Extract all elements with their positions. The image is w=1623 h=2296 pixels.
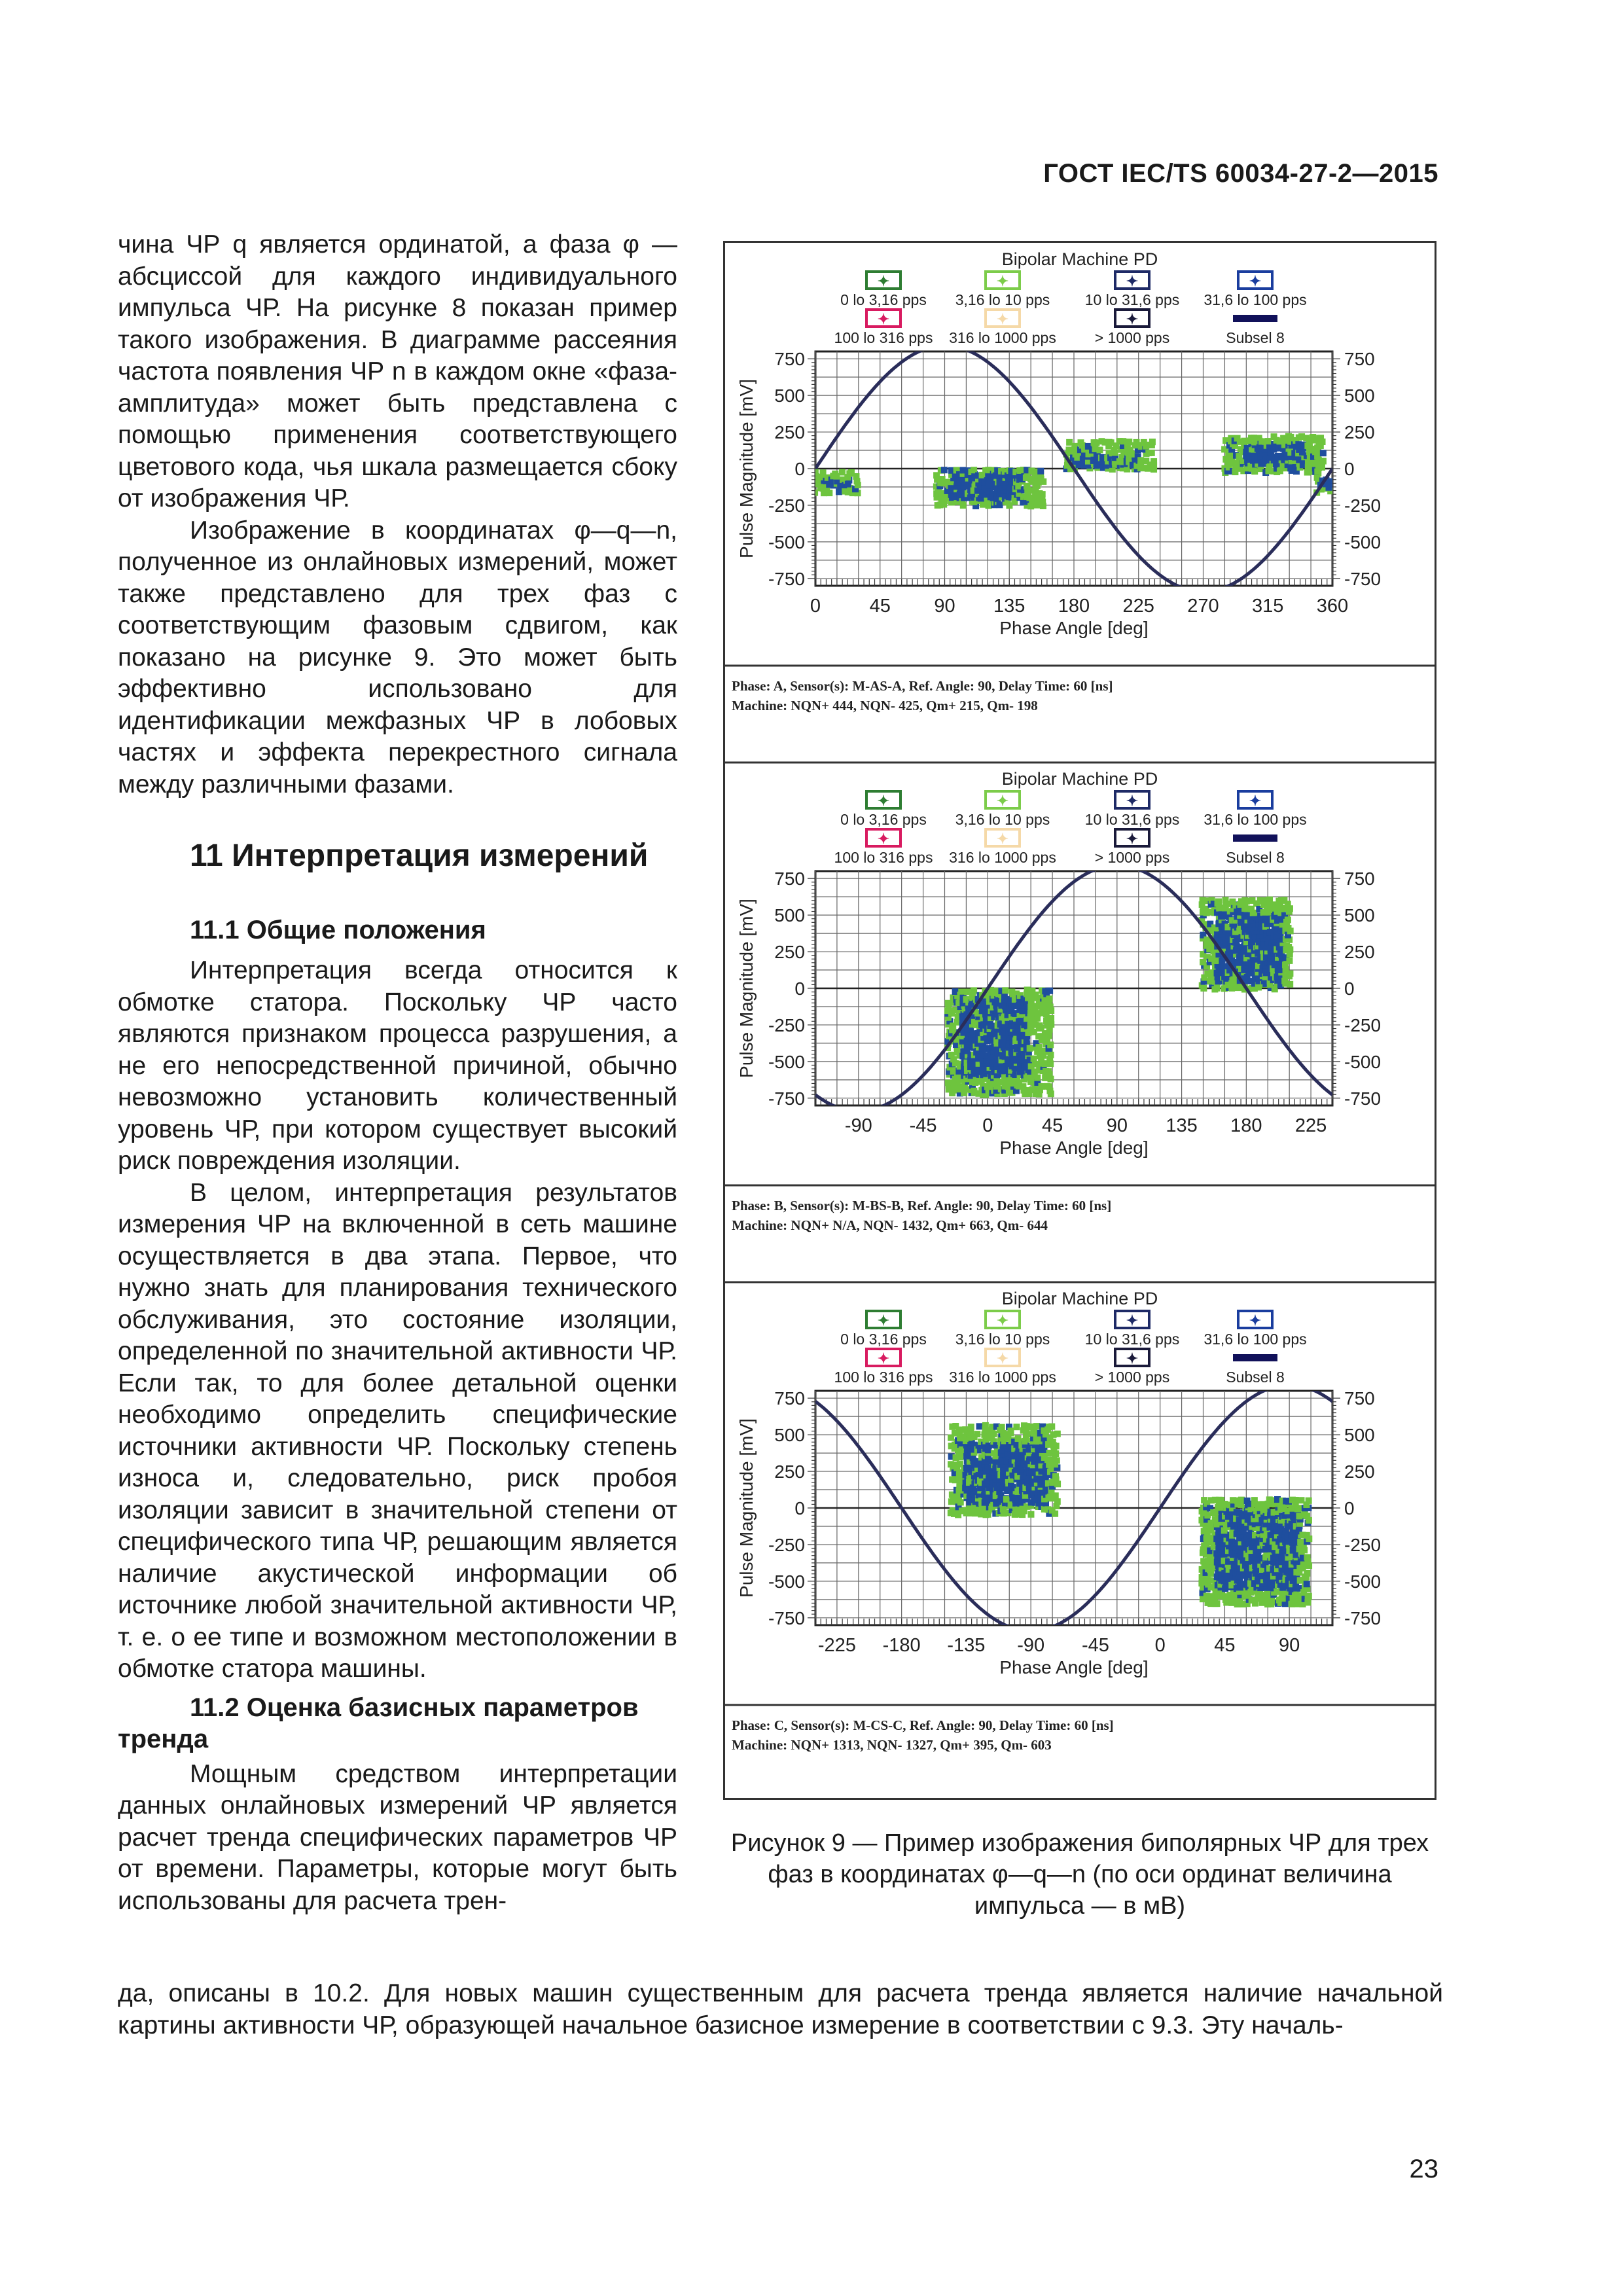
- legend-label: > 1000 pps: [1094, 1369, 1170, 1386]
- legend-label: 316 lo 1000 pps: [949, 849, 1056, 866]
- legend-marker-icon: ✦: [996, 273, 1009, 289]
- scatter-point: [1285, 944, 1292, 950]
- scatter-point: [1287, 981, 1293, 988]
- y-tick-label-right: 0: [1344, 1498, 1355, 1518]
- scatter-point: [1053, 1443, 1060, 1449]
- legend-label: Subsel 8: [1226, 1369, 1285, 1386]
- x-axis-label: Phase Angle [deg]: [999, 618, 1149, 638]
- x-axis-label: Phase Angle [deg]: [999, 1657, 1149, 1677]
- scatter-point: [1054, 1457, 1060, 1463]
- legend-label: 0 lo 3,16 pps: [840, 811, 927, 828]
- y-tick-label-right: 750: [1344, 869, 1375, 889]
- x-tick-label: 270: [1187, 596, 1219, 617]
- scatter-point: [971, 987, 977, 994]
- legend-label: 31,6 lo 100 pps: [1204, 1331, 1307, 1348]
- figure-caption: [723, 1827, 1436, 1922]
- scatter-point: [958, 989, 965, 996]
- x-tick-label: 225: [1122, 596, 1154, 617]
- scatter-point: [1286, 958, 1293, 964]
- caption-line-1: Рисунок 9 — Пример изображения биполярных ЧР для трех: [730, 1829, 1429, 1857]
- legend-marker-icon: ✦: [877, 311, 890, 327]
- left-text-column: [118, 229, 677, 1917]
- x-tick-label: -90: [1017, 1635, 1045, 1656]
- scatter-point: [1141, 439, 1147, 446]
- scatter-point: [945, 1079, 952, 1086]
- legend-label: 100 lo 316 pps: [834, 329, 933, 346]
- scatter-point: [1054, 1431, 1061, 1437]
- legend-marker-icon: ✦: [1126, 831, 1139, 847]
- scatter-point: [1052, 1511, 1058, 1517]
- x-tick-label: 0: [1154, 1635, 1166, 1656]
- scatter-point: [826, 490, 832, 496]
- scatter-point: [1320, 450, 1327, 456]
- full-width-text: [118, 1978, 1443, 2041]
- legend-marker-icon: ✦: [996, 311, 1009, 327]
- x-tick-label: 225: [1294, 1115, 1327, 1136]
- scatter-point: [974, 1431, 980, 1437]
- scatter-point: [963, 996, 970, 1003]
- document-header: ГОСТ IEC/TS 60034-27-2—2015: [1043, 159, 1438, 188]
- legend-marker-icon: ✦: [996, 831, 1009, 847]
- x-tick-label: -180: [882, 1635, 921, 1656]
- scatter-point: [1066, 439, 1073, 446]
- scatter-point: [1293, 1497, 1299, 1503]
- footer-line-2: Machine: NQN+ N/A, NQN- 1432, Qm+ 663, Qm- 644: [732, 1217, 1048, 1233]
- scatter-point: [1048, 1424, 1055, 1430]
- legend-label: 31,6 lo 100 pps: [1204, 291, 1307, 308]
- legend-label: 31,6 lo 100 pps: [1204, 811, 1307, 828]
- legend-label: 3,16 lo 10 pps: [955, 1331, 1050, 1348]
- scatter-point: [976, 1423, 983, 1429]
- x-tick-label: 45: [1041, 1115, 1063, 1136]
- scatter-point: [1052, 1492, 1059, 1499]
- legend-marker-icon: ✦: [996, 1312, 1009, 1329]
- scatter-point: [1317, 435, 1324, 441]
- caption-line-2: фаз в координатах φ—q—n (по оси ординат величина: [768, 1861, 1392, 1888]
- legend-label: 0 lo 3,16 pps: [840, 1331, 927, 1348]
- y-tick-label-left: 750: [774, 869, 805, 889]
- legend-swatch: [1233, 1354, 1277, 1361]
- scatter-point: [1046, 996, 1052, 1002]
- scatter-point: [997, 501, 1003, 508]
- y-tick-label-right: -250: [1344, 1534, 1382, 1555]
- legend-label: 10 lo 31,6 pps: [1084, 811, 1180, 828]
- scatter-point: [1304, 1570, 1310, 1577]
- y-tick-label-left: -250: [768, 495, 805, 516]
- scatter-point: [948, 1052, 955, 1058]
- scatter-point: [1002, 987, 1008, 994]
- scatter-point: [1046, 988, 1053, 994]
- scatter-point: [1304, 1532, 1310, 1539]
- scatter-point: [1097, 446, 1103, 453]
- legend-label: 3,16 lo 10 pps: [955, 811, 1050, 828]
- legend-marker-icon: ✦: [1126, 311, 1139, 327]
- scatter-point: [1048, 1015, 1054, 1022]
- scatter-point: [1206, 1577, 1213, 1584]
- x-tick-label: 45: [869, 596, 891, 617]
- scatter-point: [1303, 435, 1310, 441]
- scatter-point: [1215, 899, 1222, 905]
- y-tick-label-left: -500: [768, 1051, 805, 1072]
- y-tick-label-left: 250: [774, 422, 805, 443]
- scatter-point: [1046, 1083, 1052, 1090]
- y-tick-label-left: 500: [774, 905, 805, 926]
- x-tick-label: -135: [947, 1635, 986, 1656]
- subsection-11-2-title: 11.2 Оценка базисных параметров тренда: [118, 1693, 639, 1753]
- scatter-point: [1045, 1068, 1052, 1075]
- x-tick-label: 0: [982, 1115, 993, 1136]
- y-tick-label-right: 750: [1344, 349, 1375, 370]
- y-tick-label-right: -500: [1344, 1051, 1382, 1072]
- paragraph-1: чина ЧР q является ординатой, а фаза φ — абсциссой для каждого индивидуального импульса ЧР. На рисунке 8 показан пример такого изображения. В диаграмме рассеяния частота появления ЧР n в каждом окне «фаза-амплитуда» может быть представлена с помощью применения соответствующего цветового кода, чья шкала размещается сбоку от изображения ЧР.: [118, 230, 677, 512]
- x-tick-label: -45: [1081, 1635, 1109, 1656]
- legend-label: 316 lo 1000 pps: [949, 329, 1056, 346]
- scatter-point: [1310, 434, 1316, 440]
- scatter-point: [1037, 468, 1044, 475]
- legend-marker-icon: ✦: [1249, 1312, 1262, 1329]
- y-tick-label-left: 750: [774, 1388, 805, 1409]
- legend-label: 10 lo 31,6 pps: [1084, 1331, 1180, 1348]
- scatter-point: [1304, 1581, 1310, 1587]
- legend-label: 10 lo 31,6 pps: [1084, 291, 1180, 308]
- y-tick-label-right: 500: [1344, 905, 1375, 926]
- footer-line-2: Machine: NQN+ 1313, NQN- 1327, Qm+ 395, Qm- 603: [732, 1737, 1052, 1753]
- page-number: 23: [1409, 2155, 1438, 2183]
- y-tick-label-left: -750: [768, 1088, 805, 1109]
- legend-label: 100 lo 316 pps: [834, 1369, 933, 1386]
- chart-panel-3: [725, 1282, 1435, 1753]
- scatter-point: [1149, 439, 1156, 445]
- x-tick-label: 90: [1106, 1115, 1128, 1136]
- legend-marker-icon: ✦: [877, 273, 890, 289]
- scatter-point: [941, 467, 948, 473]
- scatter-point: [1306, 1498, 1312, 1504]
- footer-line-1: Phase: B, Sensor(s): M-BS-B, Ref. Angle: 90, Delay Time: 60 [ns]: [732, 1198, 1112, 1213]
- y-tick-label-left: 0: [794, 978, 805, 999]
- scatter-point: [1327, 478, 1333, 485]
- scatter-point: [1048, 1021, 1054, 1028]
- scatter-point: [1265, 438, 1272, 444]
- y-tick-label-right: 500: [1344, 1425, 1375, 1446]
- paragraph-2: Изображение в координатах φ—q—n, полученное из онлайновых измерений, может также представлено для трех фаз с соответствующим фазовым сдвигом, как показано на рисунке 9. Это может быть эффективно использовано для идентификации межфазных ЧР в лобовых частях и эффекта перекрестного сигнала между различными фазами.: [118, 516, 677, 798]
- legend-label: 100 lo 316 pps: [834, 849, 933, 866]
- legend-label: 3,16 lo 10 pps: [955, 291, 1050, 308]
- y-tick-label-right: 250: [1344, 942, 1375, 963]
- scatter-point: [1287, 971, 1293, 977]
- y-tick-label-left: -750: [768, 568, 805, 589]
- x-tick-label: 45: [1214, 1635, 1236, 1656]
- scatter-point: [1047, 1041, 1054, 1048]
- legend-marker-icon: ✦: [877, 1350, 890, 1367]
- x-tick-label: 135: [1166, 1115, 1198, 1136]
- x-tick-label: 90: [934, 596, 955, 617]
- legend-marker-icon: ✦: [1126, 273, 1139, 289]
- scatter-point: [1285, 901, 1291, 907]
- x-axis-label: Phase Angle [deg]: [999, 1138, 1149, 1158]
- scatter-point: [1033, 1423, 1040, 1429]
- scatter-point: [1150, 458, 1157, 465]
- scatter-point: [968, 1424, 974, 1430]
- scatter-point: [1027, 1511, 1034, 1518]
- legend-label: > 1000 pps: [1094, 849, 1170, 866]
- y-tick-label-left: 0: [794, 1498, 805, 1518]
- y-axis-label: Pulse Magnitude [mV]: [736, 1418, 757, 1598]
- y-axis-label: Pulse Magnitude [mV]: [736, 379, 757, 558]
- scatter-point: [1304, 1513, 1310, 1519]
- legend-marker-icon: ✦: [996, 1350, 1009, 1367]
- y-tick-label-left: 250: [774, 1462, 805, 1482]
- y-tick-label-right: -750: [1344, 1088, 1382, 1109]
- scatter-point: [1031, 1056, 1037, 1062]
- scatter-point: [853, 473, 859, 480]
- x-tick-label: 360: [1316, 596, 1349, 617]
- caption-line-3: импульса — в мВ): [974, 1892, 1186, 1920]
- paragraph-6: да, описаны в 10.2. Для новых машин существенным для расчета тренда является наличие начальной картины активности ЧР, образующей начальное базисное измерение в соответствии с 9.3. Эту началь-: [118, 1979, 1443, 2039]
- section-title: 11 Интерпретация измерений: [190, 838, 649, 873]
- legend-label: > 1000 pps: [1094, 329, 1170, 346]
- scatter-point: [1054, 1498, 1061, 1505]
- y-tick-label-right: 250: [1344, 422, 1375, 443]
- x-tick-label: 180: [1058, 596, 1090, 617]
- y-tick-label-right: 0: [1344, 459, 1355, 479]
- y-tick-label-right: 250: [1344, 1462, 1375, 1482]
- y-tick-label-right: -500: [1344, 531, 1382, 552]
- scatter-point: [1285, 925, 1291, 931]
- legend-marker-icon: ✦: [877, 1312, 890, 1329]
- y-tick-label-left: 250: [774, 942, 805, 963]
- legend-marker-icon: ✦: [1249, 273, 1262, 289]
- scatter-point: [1304, 1554, 1310, 1560]
- legend-marker-icon: ✦: [996, 793, 1009, 809]
- footer-line-1: Phase: C, Sensor(s): M-CS-C, Ref. Angle: 90, Delay Time: 60 [ns]: [732, 1717, 1114, 1733]
- legend-label: Subsel 8: [1226, 329, 1285, 346]
- scatter-point: [1214, 1600, 1221, 1607]
- legend-marker-icon: ✦: [1126, 1312, 1139, 1329]
- footer-line-2: Machine: NQN+ 444, NQN- 425, Qm+ 215, Qm- 198: [732, 698, 1038, 713]
- scatter-point: [1149, 450, 1155, 456]
- legend-label: 316 lo 1000 pps: [949, 1369, 1056, 1386]
- scatter-point: [1013, 1424, 1020, 1430]
- y-tick-label-right: -250: [1344, 495, 1382, 516]
- legend-swatch: [1233, 834, 1277, 842]
- scatter-point: [999, 1424, 1005, 1431]
- y-tick-label-left: 500: [774, 1425, 805, 1446]
- scatter-point: [1320, 458, 1327, 465]
- y-tick-label-right: 750: [1344, 1388, 1375, 1409]
- y-tick-label-left: 750: [774, 349, 805, 370]
- y-tick-label-left: -250: [768, 1534, 805, 1555]
- x-tick-label: 135: [993, 596, 1026, 617]
- scatter-point: [833, 473, 840, 480]
- chart-title: Bipolar Machine PD: [1001, 1289, 1158, 1308]
- y-tick-label-left: 0: [794, 459, 805, 479]
- scatter-point: [1027, 1045, 1033, 1052]
- scatter-point: [1052, 1450, 1059, 1457]
- legend-swatch: [1233, 315, 1277, 322]
- y-tick-label-left: -250: [768, 1014, 805, 1035]
- figure-9: [723, 241, 1436, 1800]
- y-tick-label-left: -750: [768, 1607, 805, 1628]
- scatter-point: [1034, 1075, 1041, 1081]
- figure-9-svg: [725, 243, 1435, 1798]
- legend-marker-icon: ✦: [1126, 793, 1139, 809]
- x-tick-label: -90: [844, 1115, 872, 1136]
- y-tick-label-left: -500: [768, 531, 805, 552]
- y-tick-label-left: 500: [774, 386, 805, 406]
- legend-marker-icon: ✦: [1126, 1350, 1139, 1367]
- x-tick-label: -45: [909, 1115, 937, 1136]
- legend-marker-icon: ✦: [1249, 793, 1262, 809]
- chart-title: Bipolar Machine PD: [1001, 769, 1158, 789]
- chart-title: Bipolar Machine PD: [1001, 249, 1158, 269]
- scatter-point: [1039, 491, 1046, 497]
- paragraph-4: В целом, интерпретация результатов измерения ЧР на включенной в сеть машине осуществляется в два этапа. Первое, что нужно знать для планирования технического обслуживания, это состояние изоляции, определенной по значительной активности ЧР. Если так, то для более детальной оценки необходимо определить специфические источники активности ЧР. Поскольку степень износа и, следовательно, риск пробоя изоляции зависит в значительной степени от специфического типа ЧР, решающим является наличие акустической информации об источнике любой значительной активности ЧР, т. е. о ее типе и возможном местоположении в обмотке статора машины.: [118, 1178, 677, 1683]
- legend-label: Subsel 8: [1226, 849, 1285, 866]
- paragraph-5: Мощным средством интерпретации данных онлайновых измерений ЧР является расчет тренда специфических параметров ЧР от времени. Параметры, которые могут быть использованы для расчета трен-: [118, 1759, 677, 1915]
- y-tick-label-right: -250: [1344, 1014, 1382, 1035]
- y-tick-label-right: 0: [1344, 978, 1355, 999]
- legend-marker-icon: ✦: [877, 793, 890, 809]
- scatter-point: [1270, 901, 1276, 908]
- paragraph-3: Интерпретация всегда относится к обмотке статора. Поскольку ЧР часто являются признаком процесса разрушения, а не его непосредственной причиной, обычно невозможно установить количественный уровень ЧР, при котором существует высокий риск повреждения изоляции.: [118, 956, 677, 1175]
- x-tick-label: -225: [817, 1635, 856, 1656]
- subsection-11-1-title: 11.1 Общие положения: [190, 916, 486, 944]
- y-axis-label: Pulse Magnitude [mV]: [736, 899, 757, 1078]
- x-tick-label: 90: [1279, 1635, 1300, 1656]
- scatter-point: [1285, 916, 1291, 923]
- scatter-point: [1007, 1427, 1014, 1434]
- footer-line-1: Phase: A, Sensor(s): M-AS-A, Ref. Angle: 90, Delay Time: 60 [ns]: [732, 678, 1113, 694]
- chart-panel-1: [725, 249, 1435, 713]
- x-tick-label: 180: [1230, 1115, 1262, 1136]
- scatter-point: [1306, 1593, 1312, 1600]
- scatter-point: [1126, 439, 1132, 445]
- scatter-point: [1038, 1083, 1044, 1090]
- y-tick-label-left: -500: [768, 1571, 805, 1592]
- chart-panel-2: [725, 762, 1435, 1233]
- y-tick-label-right: -750: [1344, 568, 1382, 589]
- y-tick-label-right: -750: [1344, 1607, 1382, 1628]
- scatter-point: [1052, 1473, 1059, 1480]
- x-tick-label: 0: [810, 596, 821, 617]
- legend-marker-icon: ✦: [877, 831, 890, 847]
- legend-label: 0 lo 3,16 pps: [840, 291, 927, 308]
- y-tick-label-right: -500: [1344, 1571, 1382, 1592]
- y-tick-label-right: 500: [1344, 386, 1375, 406]
- x-tick-label: 315: [1252, 596, 1284, 617]
